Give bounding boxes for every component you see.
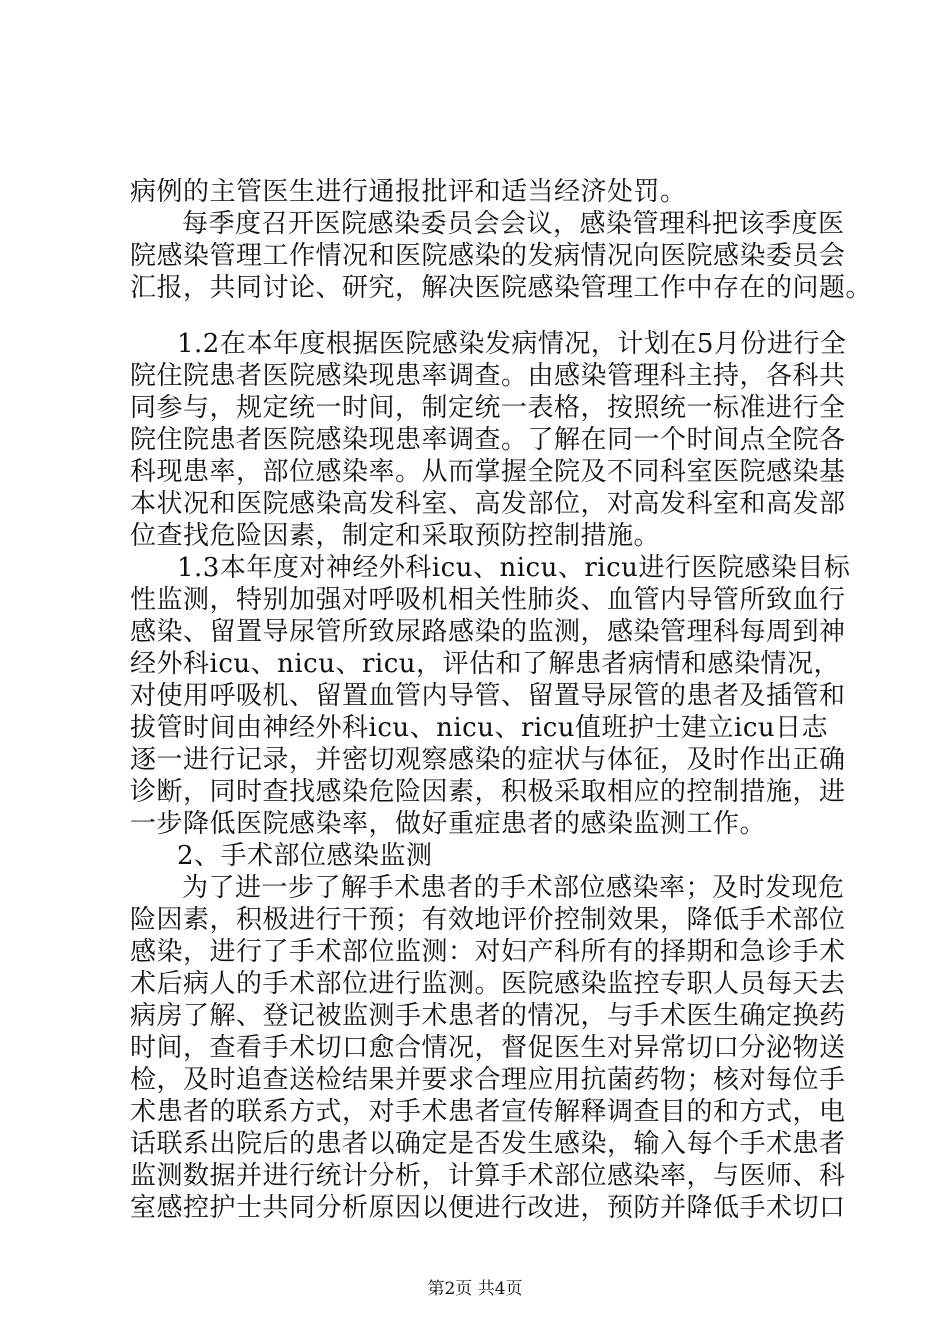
text-line: 1.2在本年度根据医院感染发病情况，计划在5月份进行全 (177, 329, 847, 359)
text-line: 一步降低医院感染率，做好重症患者的感染监测工作。 (130, 809, 767, 839)
text-line: 术后病人的手术部位进行监测。医院感染监控专职人员每天去 (130, 969, 846, 999)
text-line: 1.3本年度对神经外科icu、nicu、ricu进行医院感染目标 (177, 553, 851, 583)
text-line: 性监测，特别加强对呼吸机相关性肺炎、血管内导管所致血行 (130, 585, 846, 615)
text-line: 经外科icu、nicu、ricu，评估和了解患者病情和感染情况， (130, 649, 841, 679)
text-line: 病房了解、登记被监测手术患者的情况，与手术医生确定换药 (130, 1001, 846, 1031)
text-line: 院住院患者医院感染现患率调查。了解在同一个时间点全院各 (130, 425, 846, 455)
text-line: 病例的主管医生进行通报批评和适当经济处罚。 (130, 177, 687, 207)
text-line: 每季度召开医院感染委员会会议，感染管理科把该季度医 (182, 209, 845, 239)
text-line: 汇报，共同讨论、研究，解决医院感染管理工作中存在的问题。 (130, 273, 873, 303)
text-line: 时间，查看手术切口愈合情况，督促医生对异常切口分泌物送 (130, 1033, 846, 1063)
text-line: 同参与，规定统一时间，制定统一表格，按照统一标准进行全 (130, 393, 846, 423)
text-line: 逐一进行记录，并密切观察感染的症状与体征，及时作出正确 (130, 745, 846, 775)
text-line: 为了进一步了解手术患者的手术部位感染率；及时发现危 (182, 873, 845, 903)
text-line: 检，及时追查送检结果并要求合理应用抗菌药物；核对每位手 (130, 1065, 846, 1095)
text-line: 室感控护士共同分析原因以便进行改进，预防并降低手术切口 (130, 1193, 846, 1223)
text-line: 险因素，积极进行干预；有效地评价控制效果，降低手术部位 (130, 905, 846, 935)
text-line: 感染，进行了手术部位监测：对妇产科所有的择期和急诊手术 (130, 937, 846, 967)
text-line: 院感染管理工作情况和医院感染的发病情况向医院感染委员会 (130, 241, 846, 271)
text-line: 本状况和医院感染高发科室、高发部位，对高发科室和高发部 (130, 489, 846, 519)
text-line: 对使用呼吸机、留置血管内导管、留置导尿管的患者及插管和 (130, 681, 846, 711)
text-line: 拔管时间由神经外科icu、nicu、ricu值班护士建立icu日志 (130, 713, 829, 743)
text-line: 术患者的联系方式，对手术患者宣传解释调查目的和方式，电 (130, 1097, 846, 1127)
text-line: 科现患率，部位感染率。从而掌握全院及不同科室医院感染基 (130, 457, 846, 487)
text-line: 监测数据并进行统计分析，计算手术部位感染率，与医师、科 (130, 1161, 846, 1191)
section-heading: 2、手术部位感染监测 (177, 841, 433, 871)
text-line: 院住院患者医院感染现患率调查。由感染管理科主持，各科共 (130, 361, 846, 391)
page-number-footer: 第2页 共4页 (427, 1279, 523, 1299)
text-line: 话联系出院后的患者以确定是否发生感染，输入每个手术患者 (130, 1129, 846, 1159)
text-line: 位查找危险因素，制定和采取预防控制措施。 (130, 521, 661, 551)
text-line: 诊断，同时查找感染危险因素，积极采取相应的控制措施，进 (130, 777, 846, 807)
text-line: 感染、留置导尿管所致尿路感染的监测，感染管理科每周到神 (130, 617, 846, 647)
